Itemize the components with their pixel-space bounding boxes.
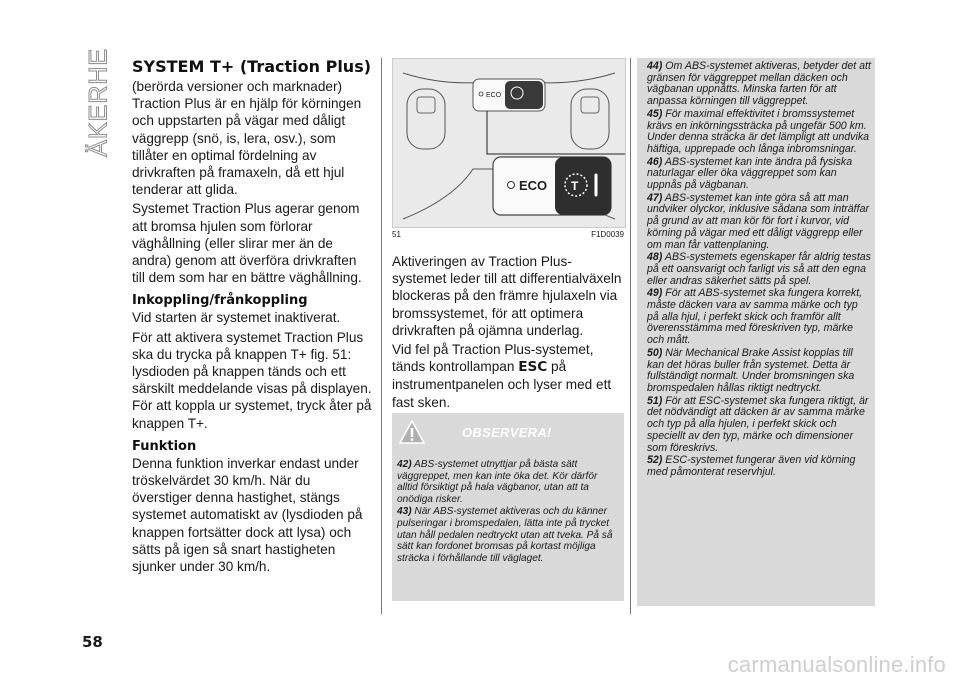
note-text: När ABS-systemet aktiveras och du känner pulseringar i bromspedalen, lätta inte på trycket utan håll pedalen nedtryckt utan att tveka. På så sätt kan fordonet bromsas på kortast möjliga sträcka i förhållande till väglaget. <box>397 506 613 564</box>
eco-label-small: ECO <box>486 92 502 99</box>
note-number: 48) <box>647 251 663 264</box>
note-text: För att ABS-systemet ska fungera korrekt, måste däcken vara av samma märke och typ på alla hjul, i perfekt skick och framför allt överensstämma med föreskriven typ, märke och mått. <box>647 287 863 347</box>
traction-plus-button <box>555 157 611 215</box>
note-number: 49) <box>647 287 663 300</box>
note-text: För maximal effektivitet i bromssystemet krävs en inkörningssträcka på ungefär 500 km. Under denna sträcka är det lämpligt att undvika häftiga, upprepade och långa inbromsningar. <box>647 107 870 155</box>
note-item <box>647 288 871 347</box>
figure-column <box>392 58 624 413</box>
fault-paragraph <box>392 341 624 411</box>
note-number: 45) <box>647 107 663 120</box>
note-item <box>647 109 871 156</box>
column-divider-left <box>381 58 382 614</box>
note-number: 51) <box>647 394 663 407</box>
section-title: SYSTEM T+ (Traction Plus) <box>132 57 372 76</box>
section-side-title <box>85 48 115 158</box>
note-item <box>647 252 871 287</box>
note-text: ABS-systemets egenskaper får aldrig testas på ett oansvarigt och farligt vis så att den egna eller andras säkerhet sätts på spel. <box>647 251 871 287</box>
side-title-text: SÄKERHET <box>85 48 113 158</box>
main-text-column <box>132 58 372 577</box>
heading-inkoppling: Inkoppling/frånkoppling <box>132 293 308 309</box>
activation-paragraph: För att aktivera systemet Traction Plus ska du trycka på knappen T+ fig. 51: lysdioden på knappen tänds och ett särskilt meddelande visas på displayen. För att koppla ur systemet, tryck åter på knappen T+. <box>132 329 372 431</box>
notes-column <box>637 58 875 606</box>
figure-51-console-buttons <box>392 58 626 228</box>
start-paragraph: Vid starten är systemet inaktiverat. <box>132 310 341 326</box>
note-text: När Mechanical Brake Assist kopplas till kan det höras buller från systemet. Detta är fullständigt normalt. Under bromsningen ska bromspedalen hållas riktigt nedtryckt. <box>647 346 855 394</box>
warning-notes <box>392 451 624 564</box>
note-item <box>647 396 871 455</box>
note-number: 52) <box>647 454 663 467</box>
note-text: ABS-systemet utnyttjar på bästa sätt väggreppet, men kan inte öka det. Kör därför alltid försiktigt på hala vägbanor, utan att ta onödiga risker. <box>397 459 598 505</box>
note-item <box>647 193 871 252</box>
note-item <box>397 459 614 505</box>
note-text: För att ESC-systemet ska fungera riktigt, är det nödvändigt att däcken är av samma märke och typ på alla hjulen, i perfekt skick och speciellt av den typ, märke och dimensioner som föreskrivs. <box>647 394 869 454</box>
note-number: 42) <box>397 459 412 470</box>
braking-paragraph: Systemet Traction Plus agerar genom att bromsa hjulen som förlorar väghållning (eller slirar mer än de andra) genom att överföra drivkraften till dem som har en bättre väghållning. <box>132 201 362 286</box>
warning-title: OBSERVERA! <box>462 424 552 440</box>
column-divider-right <box>630 58 631 614</box>
note-item <box>647 348 871 395</box>
fault-text-end: på instrumentpanelen och lyser med ett fast sken. <box>392 359 612 410</box>
page-number: 58 <box>82 633 103 651</box>
note-number: 47) <box>647 191 663 204</box>
watermark: carmanualsonline.info <box>727 652 946 677</box>
notes-list <box>637 58 875 479</box>
intro-paragraph: (berörda versioner och marknader) Traction Plus är en hjälp för körningen och uppstarten på vägar med dåligt väggrepp (snö, is, lera, osv.), som tillåter en optimal fördelning av drivkraften på framaxeln, då ett hjul tenderar att glida. <box>132 79 362 198</box>
note-item <box>647 61 871 108</box>
note-number: 44) <box>647 60 663 72</box>
heading-funktion: Funktion <box>132 438 197 454</box>
function-paragraph: Denna funktion inverkar endast under tröskelvärdet 30 km/h. När du överstiger denna hastighet, stängs systemet automatiskt av (lysdioden på knappen fortsätter dock att lysa) och sätts på igen så snart hastigheten sjunker under 30 km/h. <box>132 455 363 575</box>
esc-warning-symbol: ESC <box>518 359 548 376</box>
warning-hand-icon <box>392 413 432 451</box>
note-item <box>647 157 871 192</box>
note-item <box>647 455 871 478</box>
warning-box <box>392 413 624 601</box>
warning-header <box>392 413 624 451</box>
note-text: ABS-systemet kan inte göra så att man undviker olyckor, inklusive sådana som inträffar på grund av att man kör för fort i kurvor, vid körning på vägar med ett dåligt väggrepp eller om man får vattenplaning. <box>647 191 869 251</box>
figure-number: 51 <box>392 230 401 239</box>
note-number: 43) <box>397 506 412 518</box>
note-number: 46) <box>647 155 663 168</box>
activation-effect-paragraph: Aktiveringen av Traction Plus-systemet leder till att differentialväxeln blockeras på den främre hjulaxeln via bromssystemet, för att optimera drivkraften på ojämna underlag. <box>392 254 622 338</box>
figure-caption <box>392 230 624 239</box>
note-item <box>397 506 614 564</box>
fault-text-start: Vid fel på Traction Plus-systemet, tänds kontrollampan <box>392 342 594 375</box>
note-text: ABS-systemet kan inte ändra på fysiska naturlagar eller öka väggreppet som kan uppnås på vägbanan. <box>647 155 853 192</box>
figure-code: F1D0039 <box>591 230 624 239</box>
note-text: Om ABS-systemet aktiveras, betyder det att gränsen för väggreppet mellan däcken och vägbanan uppnåtts. Minska farten för att anpassa körningen till väggreppet. <box>647 60 871 108</box>
svg-text:T: T <box>571 179 579 193</box>
eco-label-large: ECO <box>519 178 548 193</box>
note-number: 50) <box>647 346 663 359</box>
note-text: ESC-systemet fungerar även vid körning med påmonterat reservhjul. <box>647 454 856 478</box>
